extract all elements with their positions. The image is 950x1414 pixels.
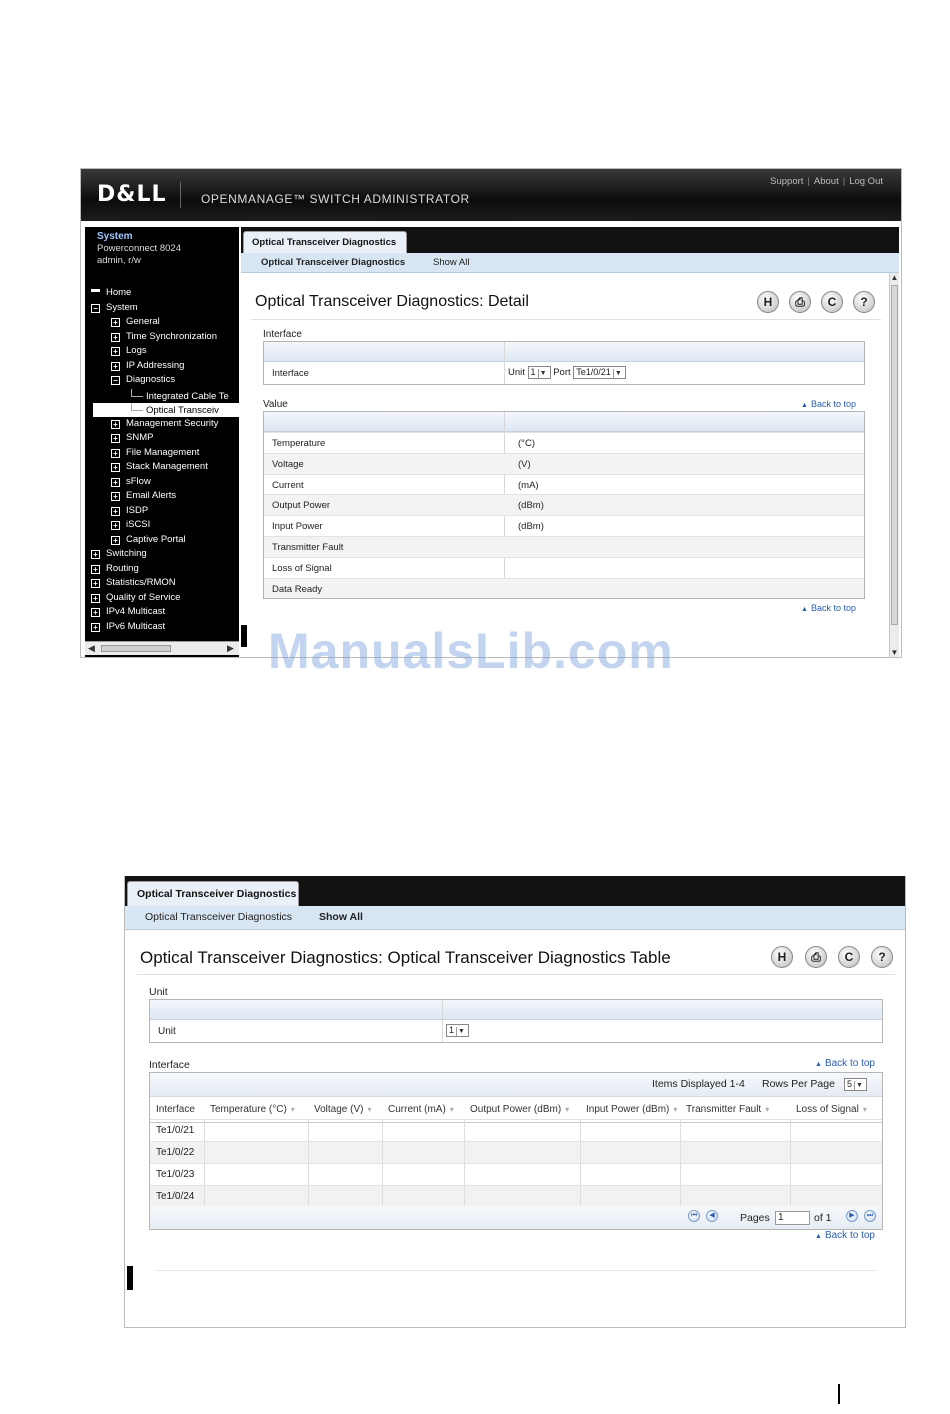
sidebar-item-label: Time Synchronization <box>126 330 217 342</box>
interface-cell: Te1/0/23 <box>156 1169 195 1180</box>
home-icon[interactable] <box>91 289 100 292</box>
value-row-label: Temperature <box>272 438 326 449</box>
unit-select[interactable] <box>528 366 551 379</box>
port-label: Port <box>553 367 571 379</box>
sidebar-item-label: Email Alerts <box>126 490 177 501</box>
dell-logo: D&LL <box>97 182 167 207</box>
up-arrow-icon: ▲ <box>801 402 808 409</box>
sidebar-item-label: Integrated Cable Te <box>146 390 229 402</box>
value-row-unit: (°C) <box>518 438 535 449</box>
sidebar-item[interactable] <box>85 360 239 374</box>
tab-optical-transceiver-diagnostics[interactable]: Optical Transceiver Diagnostics <box>243 231 407 253</box>
footer-divider <box>155 1270 877 1271</box>
product-name: OPENMANAGE™ SWITCH ADMINISTRATOR <box>201 192 470 206</box>
interface-panel-header <box>264 342 864 362</box>
last-page-icon[interactable]: ⏭ <box>864 1210 876 1222</box>
subtab-show-all[interactable]: Show All <box>319 911 363 923</box>
print-icon[interactable]: ⎙ <box>789 291 811 313</box>
content-vertical-scrollbar[interactable] <box>889 273 899 657</box>
value-row-label: Transmitter Fault <box>272 542 344 553</box>
print-icon[interactable]: ⎙ <box>805 946 827 968</box>
sidebar-item[interactable] <box>85 316 239 330</box>
column-header-label: Loss of Signal <box>796 1104 859 1115</box>
sidebar-item-label: Switching <box>106 548 147 559</box>
sidebar-item-label: Diagnostics <box>126 374 176 385</box>
subtab-bar <box>125 906 906 930</box>
expand-icon[interactable]: + <box>91 550 100 559</box>
save-icon[interactable]: H <box>757 291 779 313</box>
value-row-label: Output Power <box>272 500 331 512</box>
sidebar-item-label: Routing <box>106 562 139 574</box>
interface-row-label: Interface <box>272 368 309 379</box>
port-select[interactable] <box>573 366 626 379</box>
interface-cell: Te1/0/22 <box>156 1147 195 1158</box>
sidebar-item[interactable] <box>85 331 239 345</box>
back-to-top-label: Back to top <box>810 399 856 409</box>
sidebar-item[interactable] <box>85 476 239 490</box>
sidebar-item-label: Statistics/RMON <box>106 577 176 588</box>
value-panel <box>263 411 865 599</box>
help-icon[interactable]: ? <box>871 946 893 968</box>
interface-section-label: Interface <box>263 329 302 340</box>
value-row-label: Input Power <box>272 521 323 533</box>
column-header-label: Current (mA) <box>388 1104 446 1115</box>
back-to-top-label: Back to top <box>824 1058 875 1069</box>
expand-icon[interactable]: + <box>111 347 120 356</box>
value-row-label: Current <box>272 479 304 491</box>
up-arrow-icon: ▲ <box>815 1233 822 1240</box>
sidebar-item[interactable] <box>85 418 239 432</box>
tab-bar <box>125 876 906 906</box>
scroll-right-icon[interactable]: ▶ <box>227 643 234 653</box>
expand-icon[interactable]: + <box>91 608 100 617</box>
sidebar-item[interactable] <box>85 302 239 316</box>
sort-icon[interactable]: ▾ <box>862 1105 867 1114</box>
expand-icon[interactable]: + <box>91 594 100 603</box>
sidebar-item[interactable] <box>85 345 239 359</box>
expand-icon[interactable]: + <box>91 579 100 588</box>
sidebar-item-label: File Management <box>126 446 200 458</box>
column-divider <box>382 1119 383 1207</box>
unit-panel-header <box>150 1000 882 1020</box>
system-title: System <box>97 231 133 242</box>
sidebar-item[interactable] <box>85 505 239 519</box>
sidebar-item-label: Stack Management <box>126 461 208 472</box>
sidebar-item[interactable] <box>85 374 239 388</box>
expand-icon[interactable]: + <box>111 492 120 501</box>
first-page-icon[interactable]: ⏮ <box>688 1210 700 1222</box>
up-arrow-icon: ▲ <box>801 606 808 613</box>
unit-select[interactable] <box>446 1024 469 1037</box>
expand-icon[interactable]: + <box>111 536 120 545</box>
pages-label: Pages <box>740 1212 770 1224</box>
page-title: Optical Transceiver Diagnostics: Detail <box>255 293 529 310</box>
back-to-top-link[interactable] <box>801 399 856 409</box>
sidebar-item-label: SNMP <box>126 432 154 443</box>
sidebar-item[interactable] <box>85 287 239 301</box>
expand-icon[interactable]: + <box>111 434 120 443</box>
value-row-unit: (V) <box>518 458 531 470</box>
up-arrow-icon: ▲ <box>815 1061 822 1068</box>
refresh-icon[interactable]: C <box>838 946 860 968</box>
items-displayed: Items Displayed 1-4 <box>652 1078 745 1090</box>
sidebar-item-label: Captive Portal <box>126 533 186 545</box>
rows-per-page-label: Rows Per Page <box>762 1078 835 1090</box>
column-divider <box>790 1119 791 1207</box>
sidebar-item-label: ISDP <box>126 504 149 516</box>
watermark: ManualsLib.com <box>268 623 674 679</box>
detail-screenshot <box>80 168 902 658</box>
prev-page-icon[interactable]: ◀ <box>706 1210 718 1222</box>
scroll-up-icon[interactable]: ▲ <box>890 273 899 282</box>
sidebar-item-label: Optical Transceiv <box>146 405 219 416</box>
sidebar-item[interactable] <box>85 490 239 504</box>
column-divider <box>204 1119 205 1207</box>
back-to-top-link[interactable] <box>815 1058 875 1069</box>
sidebar-item[interactable] <box>85 534 239 548</box>
column-header-label: Input Power (dBm) <box>586 1104 670 1115</box>
column-header-label: Interface <box>156 1104 195 1115</box>
table-row[interactable] <box>150 1185 882 1207</box>
sidebar-item-label: iSCSI <box>126 519 151 530</box>
interface-section-label: Interface <box>149 1059 190 1071</box>
logout-link[interactable]: Log Out <box>849 176 883 187</box>
header-divider <box>180 182 181 208</box>
scroll-left-icon[interactable]: ◀ <box>88 643 95 653</box>
sort-icon[interactable]: ▾ <box>367 1105 372 1114</box>
unit-select-value: 1 <box>449 1025 455 1035</box>
sidebar-horizontal-scrollbar[interactable] <box>85 641 239 655</box>
sidebar-item[interactable] <box>85 432 239 446</box>
sort-icon[interactable]: ▾ <box>673 1105 678 1114</box>
value-row-unit: (mA) <box>518 479 539 491</box>
table-row[interactable] <box>150 1141 882 1163</box>
expand-icon[interactable]: + <box>111 507 120 516</box>
interface-cell: Te1/0/24 <box>156 1191 195 1202</box>
back-to-top-link-bottom[interactable] <box>801 603 856 613</box>
header-links: Support | About | Log Out <box>770 176 883 187</box>
pagination-bar <box>149 1206 883 1230</box>
expand-icon[interactable]: + <box>91 565 100 574</box>
back-to-top-label: Back to top <box>810 603 856 613</box>
sort-icon[interactable]: ▾ <box>449 1105 454 1114</box>
sidebar-resize-handle[interactable] <box>127 1266 133 1290</box>
value-panel-header <box>264 412 864 432</box>
expand-icon[interactable]: + <box>111 318 120 327</box>
value-row-unit: (dBm) <box>518 521 544 533</box>
scroll-thumb[interactable] <box>891 285 898 625</box>
expand-icon[interactable]: + <box>111 333 120 342</box>
table-toolbar <box>150 1073 882 1097</box>
app-header <box>81 169 901 221</box>
sidebar-item-label: Management Security <box>126 417 219 429</box>
sidebar-item[interactable] <box>85 606 239 620</box>
table-row[interactable] <box>150 1163 882 1185</box>
system-model: Powerconnect 8024 <box>97 243 181 254</box>
scroll-down-icon[interactable]: ▼ <box>890 648 899 657</box>
expand-icon[interactable]: + <box>111 449 120 458</box>
back-to-top-label: Back to top <box>824 1230 875 1241</box>
column-header-label: Output Power (dBm) <box>470 1104 562 1115</box>
collapse-icon[interactable]: − <box>91 304 100 313</box>
sidebar-item-label: Home <box>106 287 132 298</box>
rows-per-page-value: 5 <box>847 1079 853 1089</box>
column-divider <box>442 1000 443 1042</box>
sidebar-item[interactable] <box>85 621 239 635</box>
value-row <box>264 453 864 474</box>
sidebar-item[interactable] <box>85 592 239 606</box>
column-header-label: Voltage (V) <box>314 1104 364 1115</box>
unit-row-label: Unit <box>158 1026 176 1037</box>
expand-icon[interactable]: + <box>111 521 120 530</box>
back-to-top-link-bottom[interactable] <box>815 1230 875 1241</box>
value-row <box>264 578 864 599</box>
sidebar-item[interactable] <box>85 577 239 591</box>
collapse-icon[interactable]: − <box>111 376 120 385</box>
main-content <box>241 227 899 657</box>
sidebar-item[interactable] <box>85 447 239 461</box>
column-divider <box>504 342 505 384</box>
column-header-label: Transmitter Fault <box>686 1104 762 1115</box>
about-link[interactable]: About <box>813 176 839 187</box>
chevron-down-icon[interactable]: ▼ <box>456 1027 466 1036</box>
value-row <box>264 536 864 557</box>
subtab-show-all[interactable]: Show All <box>433 257 470 268</box>
sidebar <box>85 227 239 657</box>
sidebar-item[interactable] <box>85 563 239 577</box>
refresh-icon[interactable]: C <box>821 291 843 313</box>
value-row <box>264 474 864 495</box>
unit-label: Unit <box>508 367 525 379</box>
expand-icon[interactable]: + <box>111 478 120 487</box>
sort-icon[interactable]: ▾ <box>565 1105 570 1114</box>
sidebar-item[interactable] <box>85 519 239 533</box>
system-user: admin, r/w <box>97 255 141 266</box>
sidebar-item-label: General <box>126 316 160 327</box>
unit-select-value: 1 <box>530 367 536 377</box>
value-section-label: Value <box>263 399 288 410</box>
value-row <box>264 494 864 515</box>
unit-section-label: Unit <box>149 986 168 998</box>
column-divider <box>464 1119 465 1207</box>
tab-optical-transceiver-diagnostics[interactable]: Optical Transceiver Diagnostics <box>127 881 299 906</box>
column-divider <box>580 1119 581 1207</box>
value-row <box>264 515 864 536</box>
value-row <box>264 432 864 453</box>
page-number-input[interactable]: 1 <box>775 1211 810 1225</box>
value-row <box>264 557 864 578</box>
chevron-down-icon[interactable]: ▼ <box>613 369 623 378</box>
rows-per-page-select[interactable] <box>844 1078 867 1091</box>
subtab-detail[interactable]: Optical Transceiver Diagnostics <box>261 257 406 268</box>
help-icon[interactable]: ? <box>853 291 875 313</box>
scroll-thumb[interactable] <box>101 645 171 652</box>
transceiver-table <box>149 1072 883 1208</box>
save-icon[interactable]: H <box>771 946 793 968</box>
interface-cell: Te1/0/21 <box>156 1125 195 1136</box>
sidebar-item[interactable] <box>85 548 239 562</box>
value-row-label: Data Ready <box>272 583 323 595</box>
table-body <box>150 1119 882 1207</box>
expand-icon[interactable]: + <box>111 362 120 371</box>
sidebar-resize-handle[interactable] <box>241 625 247 647</box>
value-row-label: Voltage <box>272 458 304 470</box>
page-footer-marker <box>838 1384 840 1404</box>
expand-icon[interactable]: + <box>111 463 120 472</box>
table-row[interactable] <box>150 1119 882 1141</box>
value-row-unit: (dBm) <box>518 500 544 512</box>
tab-bar <box>241 227 899 253</box>
column-divider <box>308 1119 309 1207</box>
value-row-label: Loss of Signal <box>272 562 332 574</box>
port-select-value: Te1/0/21 <box>576 367 611 377</box>
expand-icon[interactable]: + <box>91 623 100 632</box>
sidebar-item-label: sFlow <box>126 475 151 487</box>
tree-branch-icon[interactable] <box>131 403 143 411</box>
sidebar-item-label: IP Addressing <box>126 359 185 371</box>
next-page-icon[interactable]: ▶ <box>846 1210 858 1222</box>
interface-panel <box>263 341 865 385</box>
interface-selectors <box>508 366 626 379</box>
chevron-down-icon[interactable]: ▼ <box>538 369 548 378</box>
title-divider <box>251 319 881 320</box>
tree-branch-icon[interactable] <box>131 389 143 397</box>
sidebar-item[interactable] <box>85 389 239 403</box>
sidebar-item[interactable] <box>85 461 239 475</box>
page-title: Optical Transceiver Diagnostics: Optical Transceiver Diagnostics Table <box>140 948 671 967</box>
sort-icon[interactable]: ▾ <box>290 1105 295 1114</box>
sidebar-item-label: Logs <box>126 345 147 356</box>
sidebar-item-label: IPv4 Multicast <box>106 606 166 617</box>
sidebar-item-label: IPv6 Multicast <box>106 620 166 632</box>
page-count: of 1 <box>814 1212 832 1224</box>
subtab-bar <box>241 253 899 273</box>
chevron-down-icon[interactable]: ▼ <box>854 1081 864 1090</box>
title-divider <box>137 974 895 975</box>
table-screenshot <box>124 876 906 1328</box>
sort-icon[interactable]: ▾ <box>765 1105 770 1114</box>
subtab-detail[interactable]: Optical Transceiver Diagnostics <box>145 911 293 923</box>
sidebar-item-label: System <box>106 301 138 313</box>
column-divider <box>680 1119 681 1207</box>
sidebar-item-label: Quality of Service <box>106 591 181 603</box>
column-header-label: Temperature (°C) <box>210 1104 287 1115</box>
support-link[interactable]: Support <box>770 176 804 187</box>
sidebar-item[interactable] <box>93 403 239 417</box>
unit-panel <box>149 999 883 1043</box>
expand-icon[interactable]: + <box>111 420 120 429</box>
